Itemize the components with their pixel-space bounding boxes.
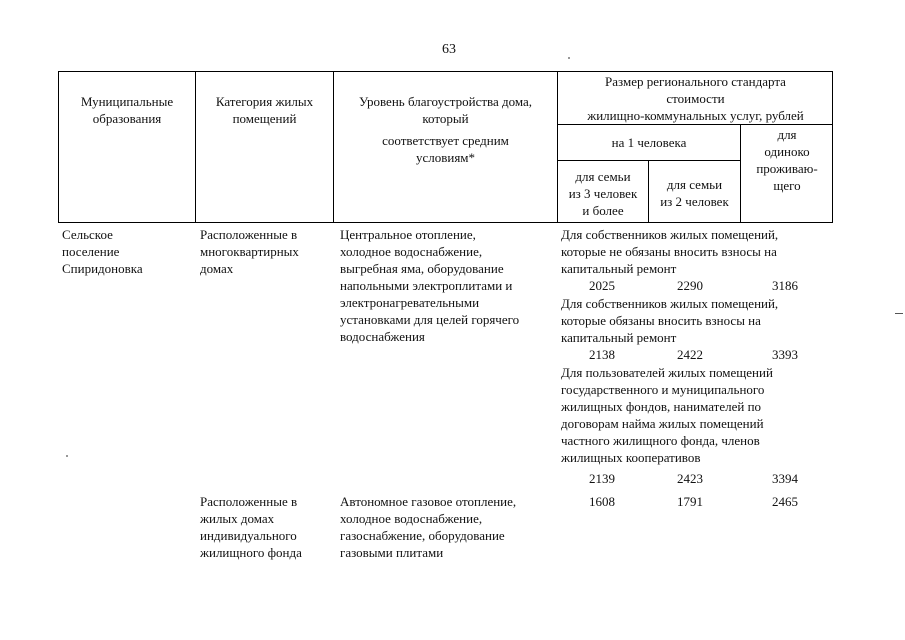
row2-level: Автономное газовое отопление, холодное водоснабжение, газоснабжение, оборудование газовыми плитами — [340, 494, 517, 560]
header-municipality: Муниципальные образования — [80, 94, 174, 126]
value-family2: 2423 — [677, 471, 703, 486]
group2-label: Для собственников жилых помещений, которые обязаны вносить взносы на капитальный ремонт — [561, 296, 779, 345]
scan-mark — [895, 313, 903, 314]
col-divider — [195, 71, 196, 223]
header-standard: Размер регионального стандарта стоимости жилищно-коммунальных услуг, рублей — [587, 74, 804, 123]
row1-level: Центральное отопление, холодное водоснабжение, выгребная яма, оборудование напольными электроплитами и электронагревательными установками для целей горячего водоснабжения — [340, 227, 520, 344]
value-family3: 1608 — [589, 494, 615, 509]
group3-label: Для пользователей жилых помещений государственного и муниципального жилищных фондов, нанимателей по договорам найма жилых помещений частного жилищного фонда, членов жилищных кооперативов — [561, 365, 773, 465]
value-family2: 2422 — [677, 347, 703, 362]
header-level: Уровень благоустройства дома, который соответствует средним условиям* — [358, 94, 533, 165]
municipality-cell: Сельское поселение Спиридоновка — [62, 227, 143, 276]
col-divider — [557, 71, 558, 223]
row1-category: Расположенные в многоквартирных домах — [200, 227, 299, 276]
row-divider — [557, 124, 833, 125]
value-single: 3393 — [772, 347, 798, 362]
col-divider — [740, 124, 741, 223]
header-single: для одиноко проживаю- щего — [756, 127, 818, 193]
value-single: 2465 — [772, 494, 798, 509]
value-single: 3186 — [772, 278, 798, 293]
header-family3: для семьи из 3 человек и более — [568, 169, 638, 218]
page-number: 63 — [442, 42, 456, 57]
header-family2: для семьи из 2 человек — [660, 177, 729, 209]
col-divider — [333, 71, 334, 223]
value-family3: 2025 — [589, 278, 615, 293]
col-divider — [648, 160, 649, 223]
scan-speck — [568, 57, 570, 59]
row2-category: Расположенные в жилых домах индивидуального жилищного фонда — [200, 494, 302, 560]
scan-speck — [66, 455, 68, 457]
header-category: Категория жилых помещений — [215, 94, 314, 126]
value-single: 3394 — [772, 471, 798, 486]
header-per-person: на 1 человека — [611, 135, 687, 150]
value-family2: 1791 — [677, 494, 703, 509]
value-family2: 2290 — [677, 278, 703, 293]
group1-label: Для собственников жилых помещений, которые не обязаны вносить взносы на капитальный ремонт — [561, 227, 779, 276]
value-family3: 2138 — [589, 347, 615, 362]
value-family3: 2139 — [589, 471, 615, 486]
